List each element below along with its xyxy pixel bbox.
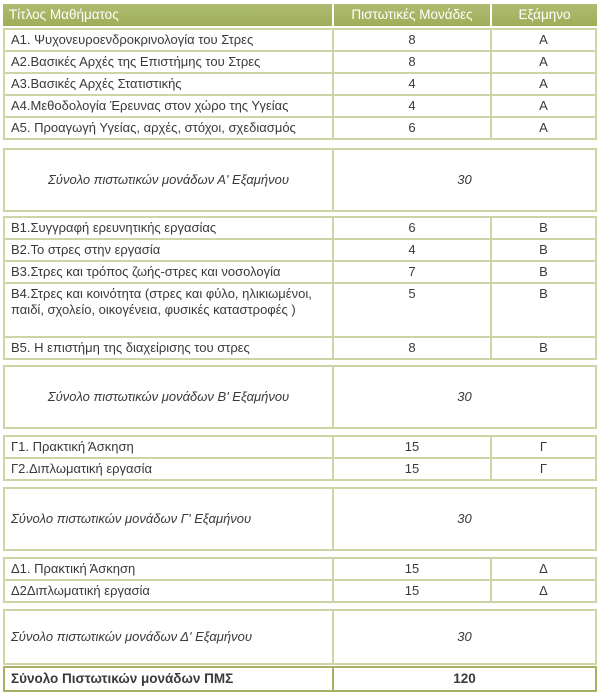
course-title-cell: Α1. Ψυχονευροενδροκρινολογία του Στρες — [11, 32, 254, 47]
column-header-title: Τίτλος Μαθήματος — [9, 7, 119, 22]
grand-total-value: 120 — [332, 668, 595, 690]
semester-cell: Γ — [490, 437, 595, 457]
course-row — [5, 94, 595, 116]
summary-total-value: 30 — [332, 367, 595, 427]
semester-cell: Β — [490, 262, 595, 282]
course-title-cell: Δ2Διπλωματική εργασία — [11, 583, 150, 598]
course-section — [3, 216, 597, 360]
course-row — [5, 579, 595, 601]
course-row — [5, 457, 595, 479]
course-title-cell: Β5. Η επιστήμη της διαχείρισης του στρες — [11, 340, 250, 355]
credits-cell: 15 — [332, 437, 490, 457]
summary-label: Σύνολο πιστωτικών μονάδων Δ' Εξαμήνου — [11, 629, 252, 644]
column-header-credits: Πιστωτικές Μονάδες — [332, 4, 490, 26]
grand-total-row — [3, 666, 597, 692]
credits-cell: 7 — [332, 262, 490, 282]
credits-cell: 5 — [332, 284, 490, 336]
course-title-cell: Α5. Προαγωγή Υγείας, αρχές, στόχοι, σχεδιασμός — [11, 120, 296, 135]
summary-row — [3, 487, 597, 551]
course-section — [3, 557, 597, 603]
summary-row — [3, 148, 597, 212]
semester-cell: Α — [490, 118, 595, 138]
course-title-cell: Β1.Συγγραφή ερευνητικής εργασίας — [11, 220, 217, 235]
semester-cell: Β — [490, 218, 595, 238]
semester-cell: Β — [490, 284, 595, 336]
course-title-cell: Δ1. Πρακτική Άσκηση — [11, 561, 136, 576]
semester-cell: Α — [490, 96, 595, 116]
course-row — [5, 218, 595, 238]
summary-total-value: 30 — [332, 150, 595, 210]
summary-total-value: 30 — [332, 489, 595, 549]
credits-cell: 4 — [332, 240, 490, 260]
semester-cell: Α — [490, 30, 595, 50]
credits-cell: 6 — [332, 218, 490, 238]
course-row — [5, 50, 595, 72]
credits-cell: 15 — [332, 581, 490, 601]
summary-label: Σύνολο πιστωτικών μονάδων Β' Εξαμήνου — [47, 389, 290, 404]
course-title-cell: Β3.Στρες και τρόπος ζωής-στρες και νοσολογία — [11, 264, 281, 279]
summary-label: Σύνολο πιστωτικών μονάδων Α' Εξαμήνου — [48, 172, 289, 187]
course-row — [5, 260, 595, 282]
semester-cell: Β — [490, 338, 595, 358]
course-title-cell: Β2.Το στρες στην εργασία — [11, 242, 161, 257]
credits-cell: 4 — [332, 96, 490, 116]
credits-cell: 15 — [332, 559, 490, 579]
summary-row — [3, 365, 597, 429]
course-section — [3, 28, 597, 140]
course-title-cell: Α3.Βασικές Αρχές Στατιστικής — [11, 76, 182, 91]
summary-label: Σύνολο πιστωτικών μονάδων Γ' Εξαμήνου — [11, 511, 252, 526]
summary-total-value: 30 — [332, 611, 595, 663]
credits-cell: 8 — [332, 30, 490, 50]
course-row — [5, 116, 595, 138]
credits-cell: 15 — [332, 459, 490, 479]
semester-cell: Δ — [490, 581, 595, 601]
credits-cell: 6 — [332, 118, 490, 138]
column-header-semester: Εξάμηνο — [490, 4, 597, 26]
table-header-row — [3, 4, 597, 26]
semester-cell: Β — [490, 240, 595, 260]
course-row — [5, 282, 595, 336]
course-row — [5, 437, 595, 457]
course-title-cell: Β4.Στρες και κοινότητα (στρες και φύλο, ηλικιωμένοι, παιδί, σχολείο, οικογένεια, φυσικές καταστροφές ) — [11, 286, 312, 317]
course-row — [5, 238, 595, 260]
course-section — [3, 435, 597, 481]
semester-cell: Α — [490, 74, 595, 94]
summary-row — [3, 609, 597, 665]
course-title-cell: Α4.Μεθοδολογία Έρευνας στον χώρο της Υγείας — [11, 98, 289, 113]
semester-cell: Γ — [490, 459, 595, 479]
course-row — [5, 72, 595, 94]
credits-table — [3, 4, 597, 692]
credits-cell: 8 — [332, 338, 490, 358]
credits-cell: 8 — [332, 52, 490, 72]
course-row — [5, 336, 595, 358]
semester-cell: Δ — [490, 559, 595, 579]
course-title-cell: Α2.Βασικές Αρχές της Επιστήμης του Στρες — [11, 54, 261, 69]
grand-total-label: Σύνολο Πιστωτικών μονάδων ΠΜΣ — [11, 671, 234, 686]
course-row — [5, 30, 595, 50]
credits-cell: 4 — [332, 74, 490, 94]
course-row — [5, 559, 595, 579]
course-title-cell: Γ1. Πρακτική Άσκηση — [11, 439, 134, 454]
course-title-cell: Γ2.Διπλωματική εργασία — [11, 461, 153, 476]
table-body — [3, 28, 597, 692]
semester-cell: Α — [490, 52, 595, 72]
